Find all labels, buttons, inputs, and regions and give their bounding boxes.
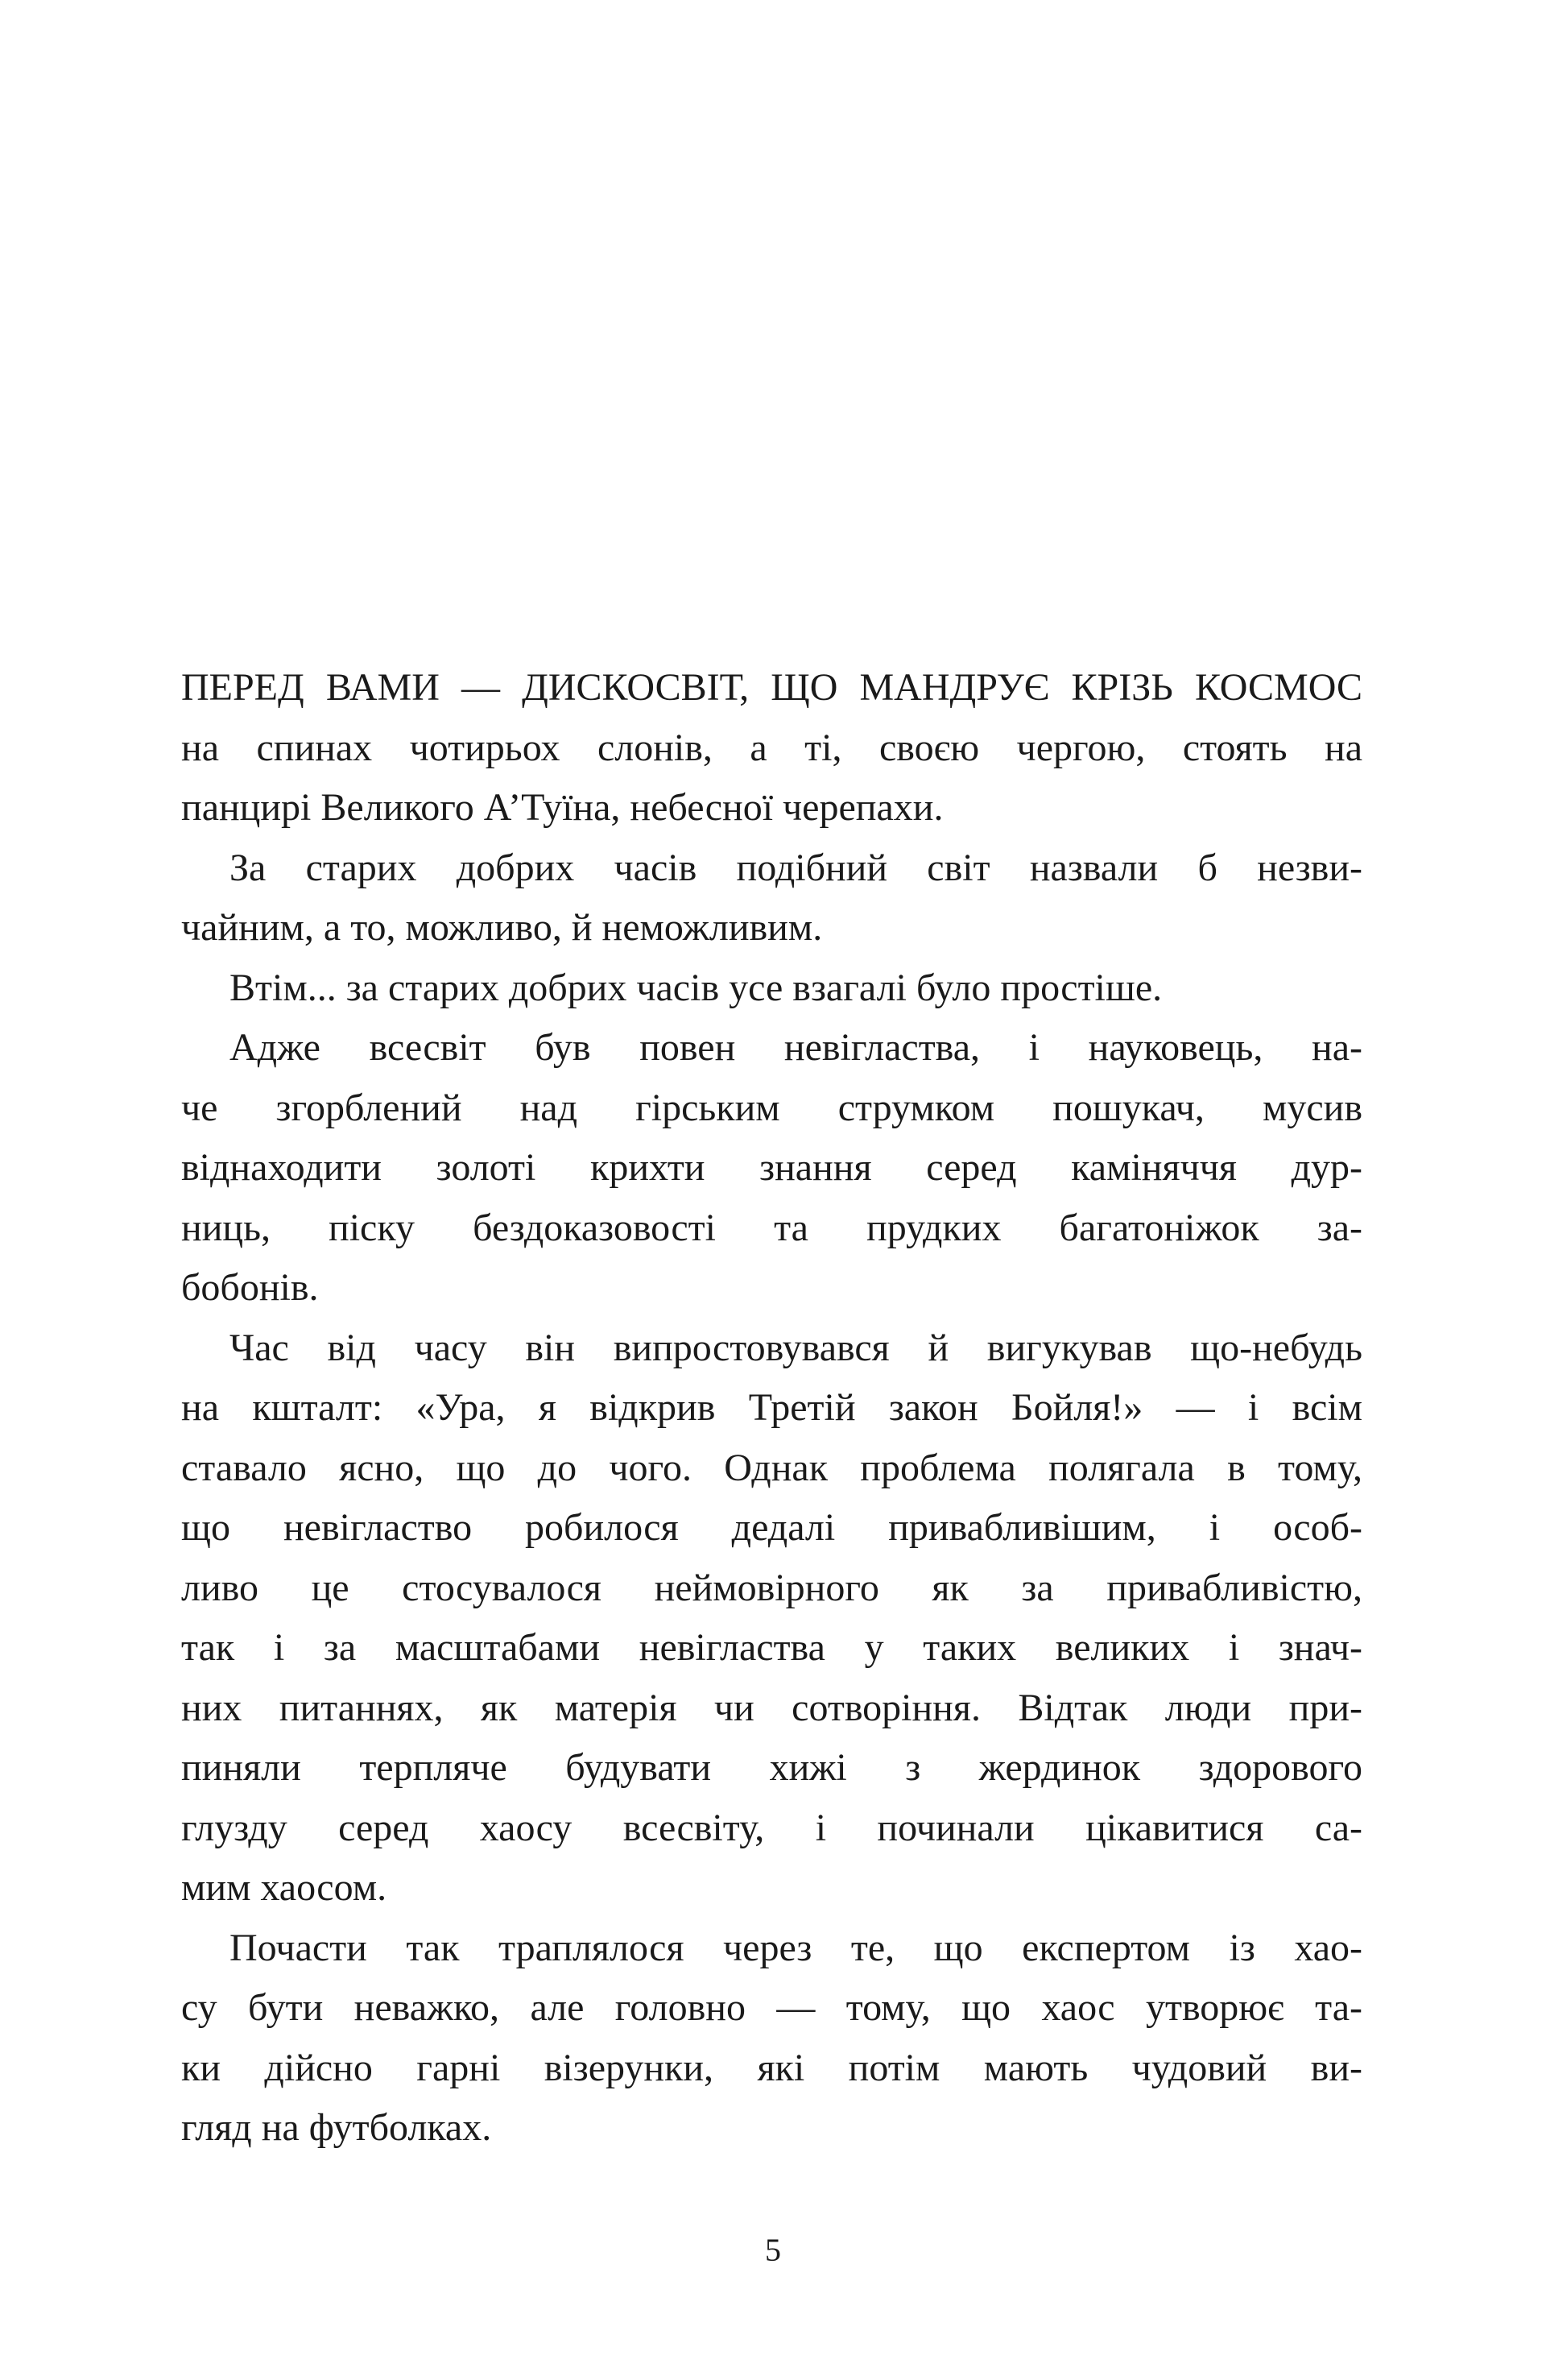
paragraph bbox=[181, 1318, 1362, 1918]
text-line: Адже всесвіт був повен невігластва, і науковець, на- bbox=[229, 1026, 1362, 1069]
text-line: на спинах чотирьох слонів, а ті, своєю чергою, стоять на bbox=[181, 726, 1362, 769]
text-line: гляд на футболках. bbox=[181, 2106, 492, 2149]
page-number: 5 bbox=[765, 2232, 781, 2268]
text-line: так і за масштабами невігластва у таких великих і знач- bbox=[181, 1626, 1362, 1669]
text-line: що невігластво робилося дедалі привабливішим, і особ- bbox=[181, 1506, 1362, 1549]
text-line: Втім... за старих добрих часів усе взагалі було простіше. bbox=[229, 966, 1163, 1009]
text-line: чайним, а то, можливо, й неможливим. bbox=[181, 906, 823, 949]
text-line: ниць, піску бездоказовості та прудких багатоніжок за- bbox=[181, 1206, 1362, 1249]
text-line: віднаходити золоті крихти знання серед каміняччя дур- bbox=[181, 1146, 1362, 1189]
paragraph bbox=[181, 1018, 1362, 1318]
text-line: панцирі Великого А’Туїна, небесної черепахи. bbox=[181, 786, 944, 829]
text-line: бобонів. bbox=[181, 1266, 319, 1309]
text-line: Час від часу він випростовувався й вигукував що-небудь bbox=[229, 1326, 1362, 1369]
text-line: на кшталт: «Ура, я відкрив Третій закон Бойля!» — і всім bbox=[181, 1386, 1362, 1429]
text-line: ки дійсно гарні візерунки, які потім мають чудовий ви- bbox=[181, 2046, 1362, 2089]
text-line: че згорблений над гірським струмком пошукач, мусив bbox=[181, 1086, 1362, 1129]
text-line: ПЕРЕД ВАМИ — ДИСКОСВІТ, ЩО МАНДРУЄ КРІЗЬ КОСМОС bbox=[181, 666, 1362, 709]
paragraph bbox=[181, 658, 1362, 838]
paragraph bbox=[181, 1918, 1362, 2159]
text-line: пиняли терпляче будувати хижі з жердинок здорового bbox=[181, 1746, 1362, 1789]
text-line: них питаннях, як матерія чи сотворіння. Відтак люди при- bbox=[181, 1686, 1362, 1729]
text-line: ставало ясно, що до чого. Однак проблема полягала в тому, bbox=[181, 1446, 1362, 1489]
page-body-text bbox=[181, 658, 1362, 2159]
text-line: За старих добрих часів подібний світ назвали б незви- bbox=[229, 846, 1362, 889]
text-line: ливо це стосувалося неймовірного як за привабливістю, bbox=[181, 1566, 1362, 1609]
paragraph bbox=[181, 838, 1362, 958]
paragraph bbox=[181, 958, 1362, 1019]
text-line: су бути неважко, але головно — тому, що хаос утворює та- bbox=[181, 1986, 1362, 2029]
text-line: глузду серед хаосу всесвіту, і починали цікавитися са- bbox=[181, 1806, 1362, 1849]
text-line: мим хаосом. bbox=[181, 1866, 387, 1909]
text-line: Почасти так траплялося через те, що експертом із хао- bbox=[229, 1926, 1362, 1969]
